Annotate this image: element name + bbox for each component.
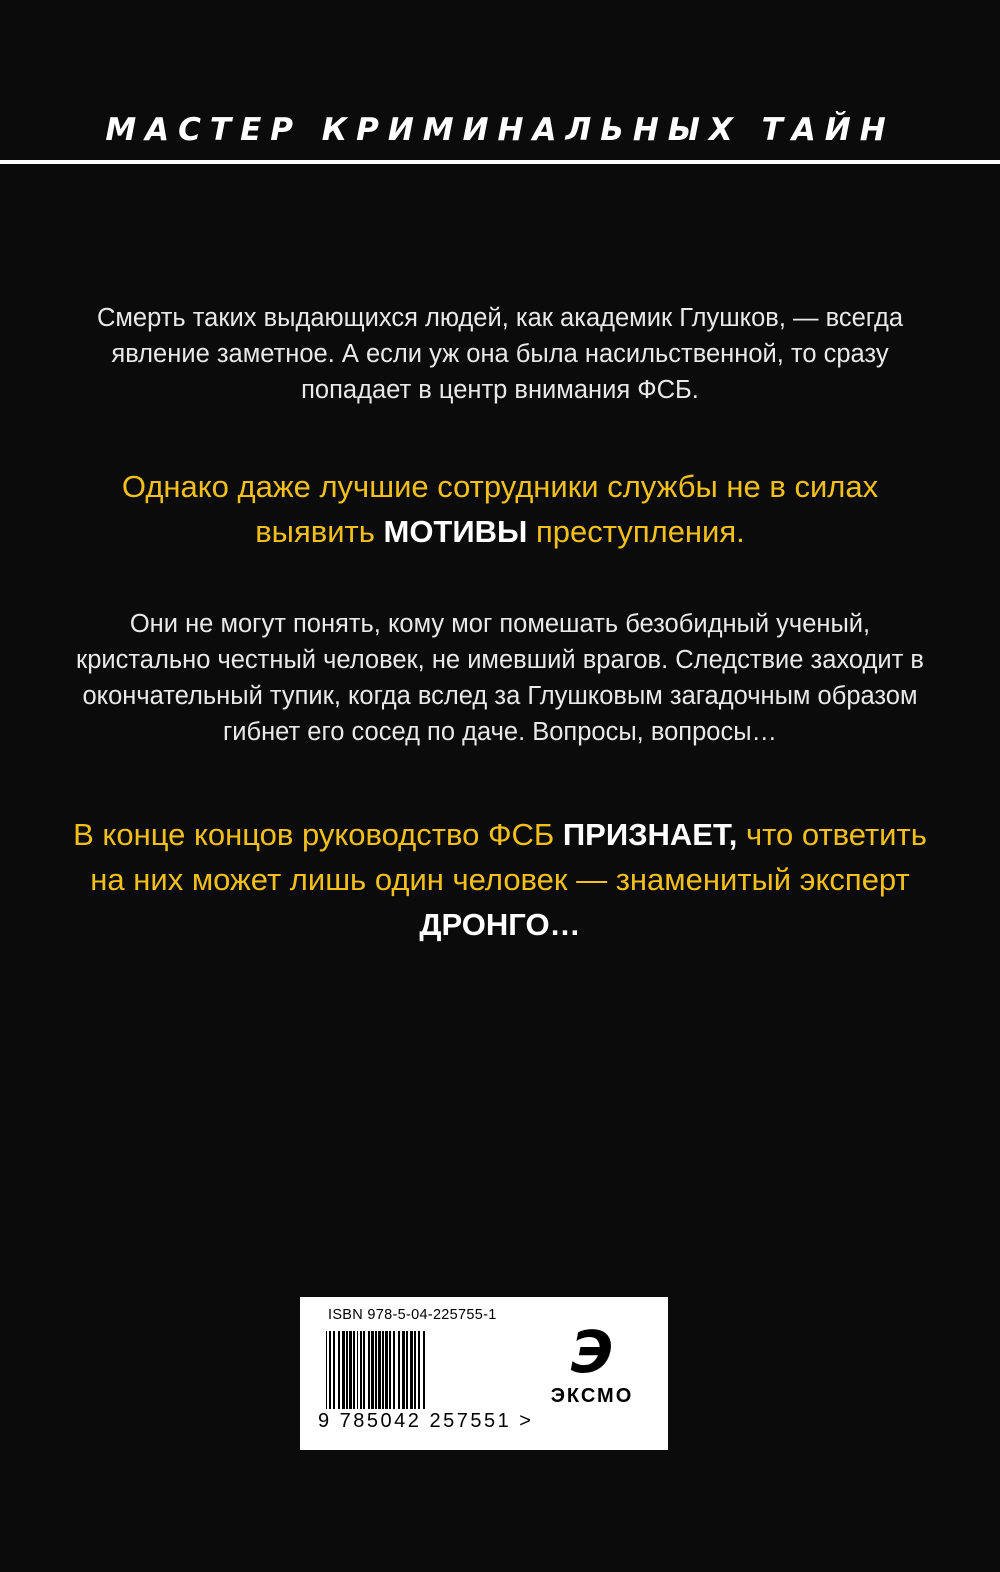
series-divider: [0, 160, 1000, 164]
highlight-1-text-a: Однако даже лучшие сотрудники службы не в силах выявить: [121, 469, 879, 549]
blurb-highlight-2: [70, 812, 930, 947]
blurb-highlight-1: [70, 464, 930, 554]
series-title: МАСТЕР КРИМИНАЛЬНЫХ ТАЙН: [105, 112, 895, 148]
blurb-paragraph-1: Смерть таких выдающихся людей, как академик Глушков, — всегда явление заметное. А если уж она была насильственной, то сразу попадает в центр внимания ФСБ.: [96, 304, 903, 404]
barcode-bars: [326, 1331, 538, 1409]
publisher-logo: [540, 1318, 644, 1408]
highlight-1-text-b: преступления.: [527, 514, 745, 549]
highlight-2-bold-1: ПРИЗНАЕТ,: [562, 817, 738, 852]
blurb-paragraph-2: Они не могут понять, кому мог помешать безобидный ученый, кристально честный человек, не имевший врагов. Следствие заходит в окончательный тупик, когда вслед за Глушковым загадочным образом гибнет его сосед по даче. Вопросы, вопросы…: [76, 610, 924, 746]
publisher-mark-icon: Э: [570, 1318, 614, 1386]
highlight-2-text-a: В конце концов руководство ФСБ: [73, 817, 563, 852]
barcode-panel: [300, 1297, 668, 1450]
publisher-name: ЭКСМО: [550, 1385, 634, 1407]
series-banner: [0, 0, 1000, 163]
highlight-1-bold: МОТИВЫ: [383, 514, 528, 549]
highlight-2-text-b: что ответить на них может лишь один человек — знаменитый эксперт: [90, 817, 927, 897]
highlight-2-bold-2: ДРОНГО…: [419, 907, 581, 942]
barcode-digits: 9 785042 257551 >: [318, 1410, 534, 1432]
blurb-block: [70, 300, 930, 947]
isbn-label: ISBN 978-5-04-225755-1: [328, 1307, 497, 1323]
